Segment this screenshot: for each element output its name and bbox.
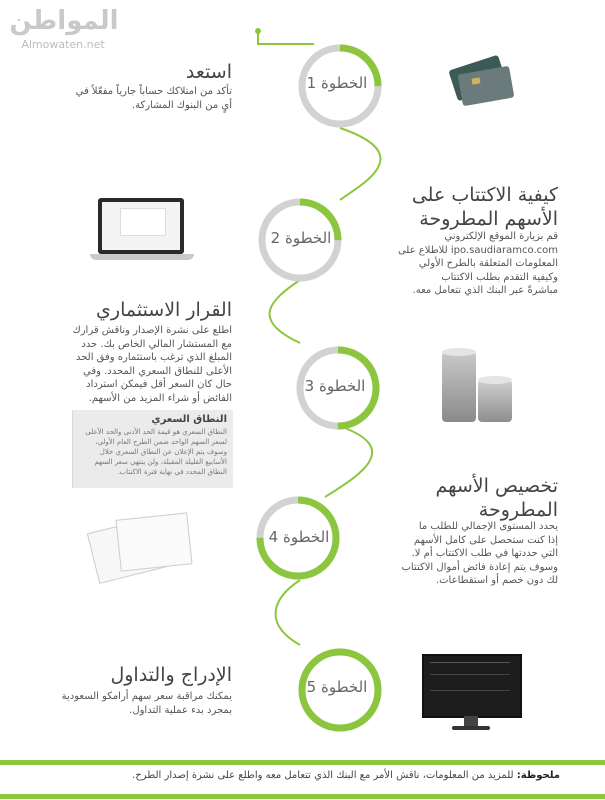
step-4-title: تخصيص الأسهم المطروحة	[435, 475, 558, 521]
step-1-title: استعد	[185, 61, 232, 83]
certificates-image	[86, 510, 196, 590]
step-4-body: يحدد المستوى الإجمالي للطلب ما إذا كنت ستحصل على كامل الأسهم التي حددتها في طلب الاكتتاب أم لا. وسوف يتم إعادة فائض أموال الاكتتاب لك دون خصم أو استقطاعات.	[401, 521, 558, 586]
footer-note	[40, 770, 560, 781]
price-range-note-title: النطاق السعري	[151, 414, 227, 425]
step-2-title: كيفية الاكتتاب على الأسهم المطروحة	[411, 184, 558, 230]
footer-top-bar	[0, 760, 605, 765]
step-5-body: يمكنك مراقبة سعر سهم أرامكو السعودية بمجرد بدء عملية التداول.	[61, 691, 232, 716]
laptop-image	[90, 198, 196, 268]
step-5-title: الإدراج والتداول	[110, 664, 232, 686]
step-2-body: قم بزيارة الموقع الإلكتروني ipo.saudiaramco.com للاطلاع على المعلومات المتعلقة بالطرح الأولي وكيفية التقدم بطلب الاكتتاب مباشرةً عبر البنك الذي تتعامل معه.	[397, 231, 558, 296]
step-3-body: اطلع على نشرة الإصدار وناقش قرارك مع المستشار المالي الخاص بك. حدد المبلغ الذي ترغب باستثماره وفق الحد الأعلى للنطاق السعري المحدد. وفي حال كان السعر أقل فيمكن استرداد الفائض أو شراء المزيد من الأسهم.	[72, 325, 232, 404]
step-3-title: القرار الاستثماري	[96, 299, 232, 321]
footer-note-text: للمزيد من المعلومات، ناقش الأمر مع البنك الذي تتعامل معه واطلع على نشرة إصدار الطرح.	[132, 770, 514, 781]
brand-site: Almowaten.net	[21, 38, 105, 51]
step-3-label: الخطوة 3	[304, 377, 366, 395]
timeline-start-dot	[255, 28, 261, 34]
step-2-label: الخطوة 2	[270, 229, 332, 247]
step-1-body: تأكد من امتلاكك حساباً جارياً مفعّلاً في أيٍ من البنوك المشاركة.	[75, 86, 232, 111]
footer-bottom-bar	[0, 794, 605, 799]
step-4-label: الخطوة 4	[268, 528, 330, 546]
step-1-label: الخطوة 1	[306, 74, 368, 92]
brand-logo: المواطن	[9, 6, 119, 36]
price-range-note	[72, 410, 233, 488]
timeline-connector	[258, 31, 314, 44]
step-5-label: الخطوة 5	[306, 678, 368, 696]
coins-image	[438, 340, 516, 424]
footer-note-label: ملحوظة:	[516, 770, 560, 781]
credit-cards-image	[446, 56, 516, 106]
trading-monitor-image	[422, 654, 520, 732]
price-range-note-text: النطاق السعري هو قيمة الحد الأدنى والحد الأعلى لسعر السهم الواحد ضمن الطرح العام الأولي، وسوف يتم الإعلان عن النطاق السعري خلال الأسابيع القليلة المقبلة، ولن ينتهي سعر السهم النطاق المحدد في نهاية فترة الاكتتاب.	[85, 428, 227, 476]
